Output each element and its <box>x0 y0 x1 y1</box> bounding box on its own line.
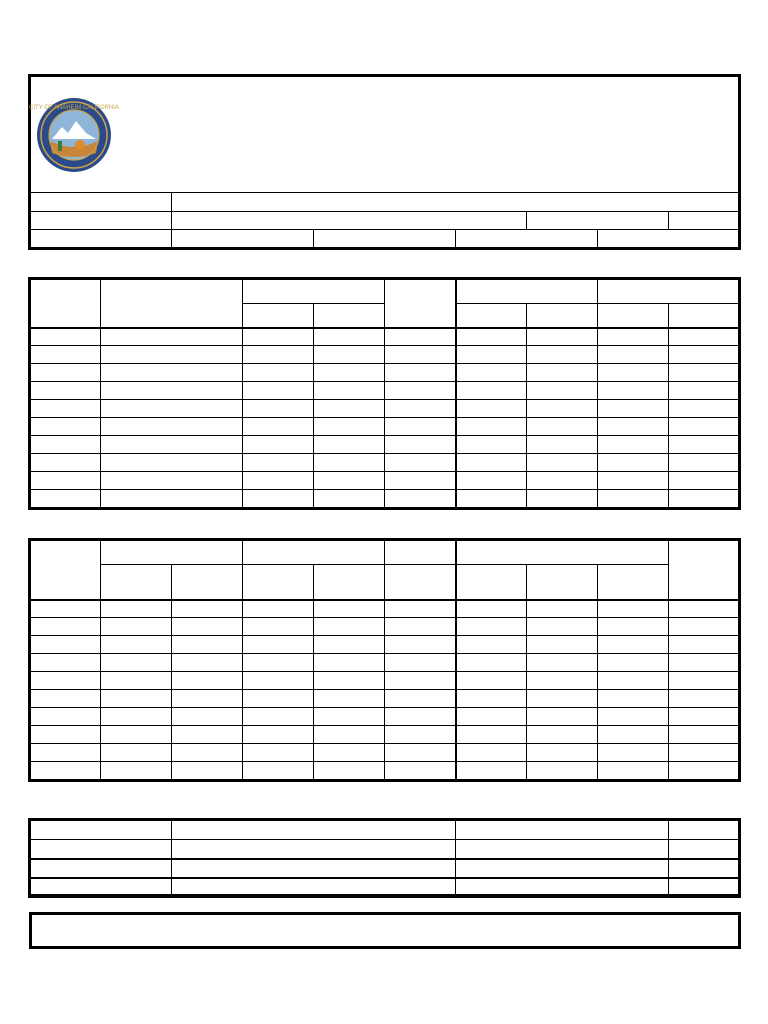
t2-cell[interactable] <box>669 726 740 744</box>
table-row <box>31 726 740 744</box>
t2-cell[interactable] <box>598 600 669 618</box>
t1-cell[interactable] <box>456 382 527 400</box>
table-row <box>31 418 740 436</box>
t2-cell[interactable] <box>385 726 456 744</box>
t1-cell[interactable] <box>31 472 101 490</box>
t1-cell[interactable] <box>385 328 456 346</box>
t1-cell[interactable] <box>456 346 527 364</box>
t2-cell[interactable] <box>669 636 740 654</box>
t2-cell[interactable] <box>669 600 740 618</box>
t1-cell[interactable] <box>456 454 527 472</box>
t1-cell[interactable] <box>598 436 669 454</box>
t2-cell[interactable] <box>31 708 101 726</box>
t1-cell[interactable] <box>101 346 243 364</box>
t2-cell[interactable] <box>314 636 385 654</box>
t1-cell[interactable] <box>31 364 101 382</box>
t1-subheader-cell <box>598 304 669 328</box>
t2-cell[interactable] <box>101 636 172 654</box>
t2-cell[interactable] <box>456 708 527 726</box>
t1-cell[interactable] <box>598 364 669 382</box>
notes-box[interactable] <box>29 912 741 949</box>
t2-cell[interactable] <box>243 690 314 708</box>
table-row <box>31 600 740 618</box>
t1-cell[interactable] <box>101 454 243 472</box>
t2-cell[interactable] <box>243 600 314 618</box>
t1-cell[interactable] <box>527 454 598 472</box>
t2-cell[interactable] <box>243 744 314 762</box>
t1-header-cell <box>456 280 598 304</box>
t1-cell[interactable] <box>456 400 527 418</box>
t1-cell[interactable] <box>669 436 740 454</box>
table-1 <box>30 279 740 508</box>
t2-cell[interactable] <box>669 654 740 672</box>
t2-cell[interactable] <box>31 672 101 690</box>
t2-cell[interactable] <box>598 744 669 762</box>
t2-header-cell <box>385 541 456 565</box>
t2-cell[interactable] <box>527 690 598 708</box>
summary-cell[interactable] <box>31 878 172 895</box>
t1-cell[interactable] <box>598 382 669 400</box>
t1-cell[interactable] <box>598 490 669 508</box>
header-label-2 <box>31 212 172 230</box>
header-field-1[interactable] <box>172 193 740 212</box>
t2-subheader-cell <box>456 565 527 600</box>
t2-cell[interactable] <box>172 600 243 618</box>
t1-cell[interactable] <box>598 454 669 472</box>
t1-cell[interactable] <box>456 328 527 346</box>
t2-cell[interactable] <box>669 672 740 690</box>
table-row <box>31 346 740 364</box>
header-label-3 <box>31 230 172 248</box>
t2-cell[interactable] <box>243 618 314 636</box>
t1-cell[interactable] <box>243 400 314 418</box>
t1-cell[interactable] <box>314 472 385 490</box>
t1-cell[interactable] <box>314 400 385 418</box>
t1-subheader-cell <box>527 304 598 328</box>
t1-cell[interactable] <box>243 436 314 454</box>
t1-header-cell <box>385 280 456 328</box>
t1-cell[interactable] <box>385 364 456 382</box>
t2-cell[interactable] <box>101 744 172 762</box>
t1-cell[interactable] <box>527 436 598 454</box>
table-row <box>31 840 740 859</box>
t1-cell[interactable] <box>669 400 740 418</box>
table-row <box>31 859 740 878</box>
t2-cell[interactable] <box>172 762 243 780</box>
t1-cell[interactable] <box>669 382 740 400</box>
t1-cell[interactable] <box>314 454 385 472</box>
header-field-6[interactable] <box>314 230 456 248</box>
t2-cell[interactable] <box>385 744 456 762</box>
t1-cell[interactable] <box>456 472 527 490</box>
t2-cell[interactable] <box>314 762 385 780</box>
t2-cell[interactable] <box>669 744 740 762</box>
t2-header-cell <box>31 541 101 600</box>
t2-cell[interactable] <box>385 636 456 654</box>
t1-cell[interactable] <box>385 346 456 364</box>
t2-cell[interactable] <box>669 708 740 726</box>
header-field-5[interactable] <box>172 230 314 248</box>
header-label-1 <box>31 193 172 212</box>
t1-cell[interactable] <box>598 400 669 418</box>
summary-cell[interactable] <box>669 859 740 878</box>
t2-cell[interactable] <box>598 618 669 636</box>
summary-cell[interactable] <box>669 878 740 895</box>
t2-cell[interactable] <box>598 690 669 708</box>
t1-cell[interactable] <box>314 364 385 382</box>
table-row <box>31 618 740 636</box>
t1-cell[interactable] <box>101 382 243 400</box>
t1-cell[interactable] <box>669 346 740 364</box>
t1-subheader-cell <box>456 304 527 328</box>
t2-cell[interactable] <box>243 672 314 690</box>
t1-cell[interactable] <box>243 418 314 436</box>
t2-cell[interactable] <box>669 618 740 636</box>
t2-subheader-cell <box>385 565 456 600</box>
t1-cell[interactable] <box>598 472 669 490</box>
summary-table <box>30 820 740 895</box>
table-row <box>31 472 740 490</box>
t1-cell[interactable] <box>101 400 243 418</box>
t2-cell[interactable] <box>314 618 385 636</box>
t2-cell[interactable] <box>456 600 527 618</box>
t1-cell[interactable] <box>31 400 101 418</box>
t2-cell[interactable] <box>172 744 243 762</box>
summary-cell[interactable] <box>456 821 669 840</box>
table-row <box>31 762 740 780</box>
t2-cell[interactable] <box>172 672 243 690</box>
t2-cell[interactable] <box>456 726 527 744</box>
t2-cell[interactable] <box>172 654 243 672</box>
t2-cell[interactable] <box>31 690 101 708</box>
t2-cell[interactable] <box>385 708 456 726</box>
t2-cell[interactable] <box>31 654 101 672</box>
t1-cell[interactable] <box>669 328 740 346</box>
t1-cell[interactable] <box>598 346 669 364</box>
t2-cell[interactable] <box>598 708 669 726</box>
table-row <box>31 744 740 762</box>
t2-subheader-cell <box>527 565 598 600</box>
t2-cell[interactable] <box>101 708 172 726</box>
t2-cell[interactable] <box>172 708 243 726</box>
t1-cell[interactable] <box>101 328 243 346</box>
t2-cell[interactable] <box>456 618 527 636</box>
t1-cell[interactable] <box>31 382 101 400</box>
t2-cell[interactable] <box>527 600 598 618</box>
t1-header-cell <box>598 280 740 304</box>
t2-cell[interactable] <box>172 636 243 654</box>
t1-cell[interactable] <box>527 382 598 400</box>
t2-cell[interactable] <box>456 690 527 708</box>
t2-header-cell <box>669 541 740 600</box>
t1-cell[interactable] <box>669 490 740 508</box>
t2-cell[interactable] <box>31 762 101 780</box>
t1-cell[interactable] <box>527 364 598 382</box>
t2-cell[interactable] <box>243 726 314 744</box>
t2-cell[interactable] <box>172 726 243 744</box>
table-row <box>31 436 740 454</box>
summary-cell[interactable] <box>31 840 172 859</box>
t1-cell[interactable] <box>243 382 314 400</box>
header-field-3[interactable] <box>527 212 669 230</box>
t2-cell[interactable] <box>669 690 740 708</box>
t1-subheader-cell <box>243 304 314 328</box>
t2-subheader-cell <box>243 565 314 600</box>
t1-cell[interactable] <box>385 472 456 490</box>
table-row <box>31 400 740 418</box>
t1-cell[interactable] <box>314 436 385 454</box>
t1-cell[interactable] <box>669 472 740 490</box>
t2-cell[interactable] <box>101 690 172 708</box>
t2-cell[interactable] <box>243 636 314 654</box>
t2-cell[interactable] <box>243 762 314 780</box>
t1-cell[interactable] <box>243 328 314 346</box>
t2-cell[interactable] <box>527 636 598 654</box>
summary-cell[interactable] <box>31 821 172 840</box>
header-field-8[interactable] <box>598 230 740 248</box>
summary-cell[interactable] <box>172 840 456 859</box>
t2-cell[interactable] <box>31 600 101 618</box>
t1-cell[interactable] <box>527 472 598 490</box>
t1-cell[interactable] <box>527 418 598 436</box>
table-row <box>31 490 740 508</box>
t1-cell[interactable] <box>31 490 101 508</box>
t1-cell[interactable] <box>598 328 669 346</box>
t2-cell[interactable] <box>385 690 456 708</box>
t2-cell[interactable] <box>101 762 172 780</box>
t1-cell[interactable] <box>31 418 101 436</box>
t2-header-cell <box>456 541 669 565</box>
header-field-7[interactable] <box>456 230 598 248</box>
t2-cell[interactable] <box>101 618 172 636</box>
t1-cell[interactable] <box>385 490 456 508</box>
t2-cell[interactable] <box>101 600 172 618</box>
t2-cell[interactable] <box>101 654 172 672</box>
t2-cell[interactable] <box>456 654 527 672</box>
t2-cell[interactable] <box>527 618 598 636</box>
t1-cell[interactable] <box>385 418 456 436</box>
t1-cell[interactable] <box>31 346 101 364</box>
t1-cell[interactable] <box>243 454 314 472</box>
t1-cell[interactable] <box>669 418 740 436</box>
t2-cell[interactable] <box>456 762 527 780</box>
header-field-4[interactable] <box>669 212 740 230</box>
t1-cell[interactable] <box>101 364 243 382</box>
t1-cell[interactable] <box>314 490 385 508</box>
t2-cell[interactable] <box>31 618 101 636</box>
t1-cell[interactable] <box>243 472 314 490</box>
t2-cell[interactable] <box>314 654 385 672</box>
t2-cell[interactable] <box>31 726 101 744</box>
summary-cell[interactable] <box>172 859 456 878</box>
t1-cell[interactable] <box>101 472 243 490</box>
t2-cell[interactable] <box>101 726 172 744</box>
t1-header-cell <box>243 280 385 304</box>
t2-cell[interactable] <box>527 762 598 780</box>
t1-subheader-cell <box>314 304 385 328</box>
t2-cell[interactable] <box>314 744 385 762</box>
t2-cell[interactable] <box>31 636 101 654</box>
t1-cell[interactable] <box>527 328 598 346</box>
t1-cell[interactable] <box>101 418 243 436</box>
t1-cell[interactable] <box>314 418 385 436</box>
t1-cell[interactable] <box>101 436 243 454</box>
t2-cell[interactable] <box>314 708 385 726</box>
t1-header-cell <box>101 280 243 328</box>
t1-cell[interactable] <box>456 364 527 382</box>
t1-cell[interactable] <box>527 346 598 364</box>
t1-cell[interactable] <box>456 490 527 508</box>
table-row <box>31 382 740 400</box>
t1-cell[interactable] <box>669 364 740 382</box>
header-field-2[interactable] <box>172 212 527 230</box>
summary-cell[interactable] <box>456 859 669 878</box>
t1-cell[interactable] <box>243 490 314 508</box>
t2-cell[interactable] <box>314 672 385 690</box>
t2-cell[interactable] <box>598 762 669 780</box>
t2-cell[interactable] <box>527 708 598 726</box>
t1-cell[interactable] <box>314 346 385 364</box>
t2-cell[interactable] <box>527 654 598 672</box>
t2-cell[interactable] <box>598 654 669 672</box>
city-seal-icon <box>29 97 119 173</box>
t1-cell[interactable] <box>31 328 101 346</box>
table-row <box>31 878 740 895</box>
summary-cell[interactable] <box>669 821 740 840</box>
table-row <box>31 672 740 690</box>
t2-cell[interactable] <box>314 690 385 708</box>
t2-subheader-cell <box>314 565 385 600</box>
t1-cell[interactable] <box>527 400 598 418</box>
t1-cell[interactable] <box>314 328 385 346</box>
summary-cell[interactable] <box>456 840 669 859</box>
t2-cell[interactable] <box>385 672 456 690</box>
t2-cell[interactable] <box>385 762 456 780</box>
t2-cell[interactable] <box>385 600 456 618</box>
table-row <box>31 328 740 346</box>
t2-cell[interactable] <box>527 726 598 744</box>
table-row <box>31 708 740 726</box>
t2-cell[interactable] <box>314 600 385 618</box>
summary-cell[interactable] <box>172 878 456 895</box>
t1-cell[interactable] <box>385 454 456 472</box>
table-row <box>31 821 740 840</box>
t1-cell[interactable] <box>101 490 243 508</box>
t1-cell[interactable] <box>385 382 456 400</box>
t1-cell[interactable] <box>456 436 527 454</box>
t2-cell[interactable] <box>669 762 740 780</box>
t2-header-cell <box>243 541 385 565</box>
t1-cell[interactable] <box>385 436 456 454</box>
table-row <box>31 690 740 708</box>
t2-cell[interactable] <box>456 744 527 762</box>
t1-cell[interactable] <box>456 418 527 436</box>
seal-text: CITY OF ANAHEIM CALIFORNIA <box>29 105 119 111</box>
summary-cell[interactable] <box>456 878 669 895</box>
t2-cell[interactable] <box>172 618 243 636</box>
t2-cell[interactable] <box>243 654 314 672</box>
table-row <box>31 636 740 654</box>
header-info-grid <box>30 192 740 248</box>
t2-cell[interactable] <box>385 618 456 636</box>
t2-header-cell <box>101 541 243 565</box>
t2-cell[interactable] <box>243 708 314 726</box>
t2-cell[interactable] <box>385 654 456 672</box>
t2-cell[interactable] <box>101 672 172 690</box>
table-row <box>31 654 740 672</box>
t2-cell[interactable] <box>527 744 598 762</box>
table-row <box>31 454 740 472</box>
t2-subheader-cell <box>172 565 243 600</box>
summary-cell[interactable] <box>172 821 456 840</box>
summary-cell[interactable] <box>669 840 740 859</box>
t2-cell[interactable] <box>314 726 385 744</box>
t2-cell[interactable] <box>598 672 669 690</box>
t1-cell[interactable] <box>669 454 740 472</box>
t1-header-cell <box>31 280 101 328</box>
t2-cell[interactable] <box>598 726 669 744</box>
t1-cell[interactable] <box>243 346 314 364</box>
t1-cell[interactable] <box>314 382 385 400</box>
t2-subheader-cell <box>598 565 669 600</box>
t1-cell[interactable] <box>598 418 669 436</box>
table-row <box>31 364 740 382</box>
t1-cell[interactable] <box>31 436 101 454</box>
t1-cell[interactable] <box>385 400 456 418</box>
t1-cell[interactable] <box>31 454 101 472</box>
t2-cell[interactable] <box>456 636 527 654</box>
t2-cell[interactable] <box>31 744 101 762</box>
t2-cell[interactable] <box>527 672 598 690</box>
t2-cell[interactable] <box>598 636 669 654</box>
t2-cell[interactable] <box>172 690 243 708</box>
t1-subheader-cell <box>669 304 740 328</box>
t1-cell[interactable] <box>527 490 598 508</box>
t1-cell[interactable] <box>243 364 314 382</box>
t2-cell[interactable] <box>456 672 527 690</box>
t2-subheader-cell <box>101 565 172 600</box>
summary-cell[interactable] <box>31 859 172 878</box>
table-2 <box>30 540 740 780</box>
